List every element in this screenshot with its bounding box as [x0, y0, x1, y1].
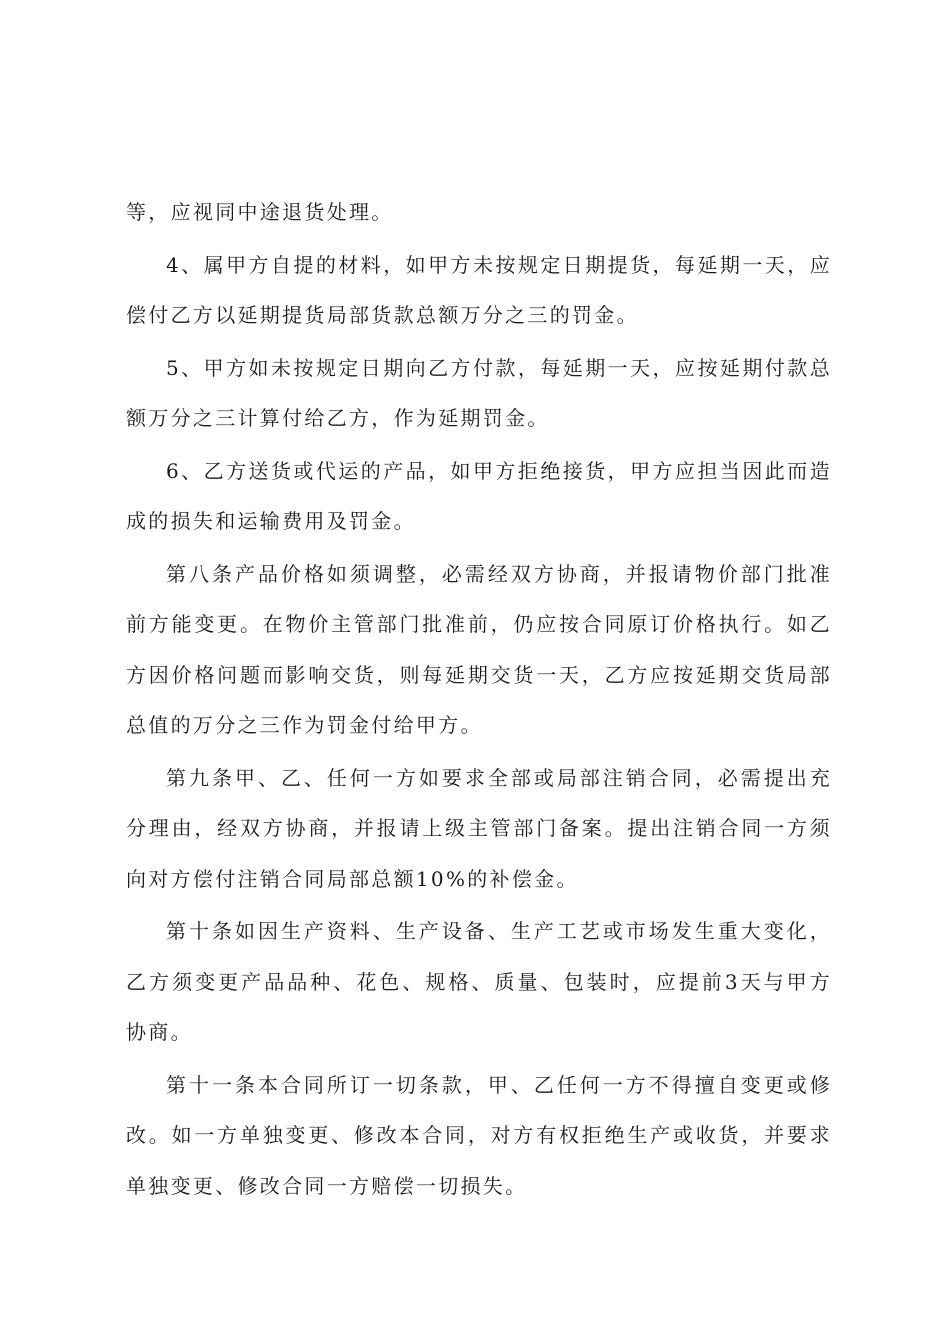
paragraph-article-10: 第十条如因生产资料、生产设备、生产工艺或市场发生重大变化，乙方须变更产品品种、花色、规格、质量、包装时，应提前3天与甲方协商。: [126, 919, 832, 1044]
paragraph-item-4: 4、属甲方自提的材料，如甲方未按规定日期提货，每延期一天，应偿付乙方以延期提货局部货款总额万分之三的罚金。: [126, 252, 832, 327]
paragraph-article-9: 第九条甲、乙、任何一方如要求全部或局部注销合同，必需提出充分理由，经双方协商，并报请上级主管部门备案。提出注销合同一方须向对方偿付注销合同局部总额10%的补偿金。: [126, 765, 832, 891]
paragraph-article-8: 第八条产品价格如须调整，必需经双方协商，并报请物价部门批准前方能变更。在物价主管部门批准前，仍应按合同原订价格执行。如乙方因价格问题而影响交货，则每延期交货一天，乙方应按延期交货局部总值的万分之三作为罚金付给甲方。: [126, 561, 832, 737]
paragraph-item-5: 5、甲方如未按规定日期向乙方付款，每延期一天，应按延期付款总额万分之三计算付给乙方，作为延期罚金。: [126, 355, 832, 430]
paragraph-item-6: 6、乙方送货或代运的产品，如甲方拒绝接货，甲方应担当因此而造成的损失和运输费用及罚金。: [126, 458, 832, 533]
paragraph-continuation: 等，应视同中途退货处理。: [126, 200, 394, 224]
paragraph-article-11: 第十一条本合同所订一切条款，甲、乙任何一方不得擅自变更或修改。如一方单独变更、修改本合同，对方有权拒绝生产或收货，并要求单独变更、修改合同一方赔偿一切损失。: [126, 1072, 832, 1198]
document-body: [126, 187, 832, 1213]
